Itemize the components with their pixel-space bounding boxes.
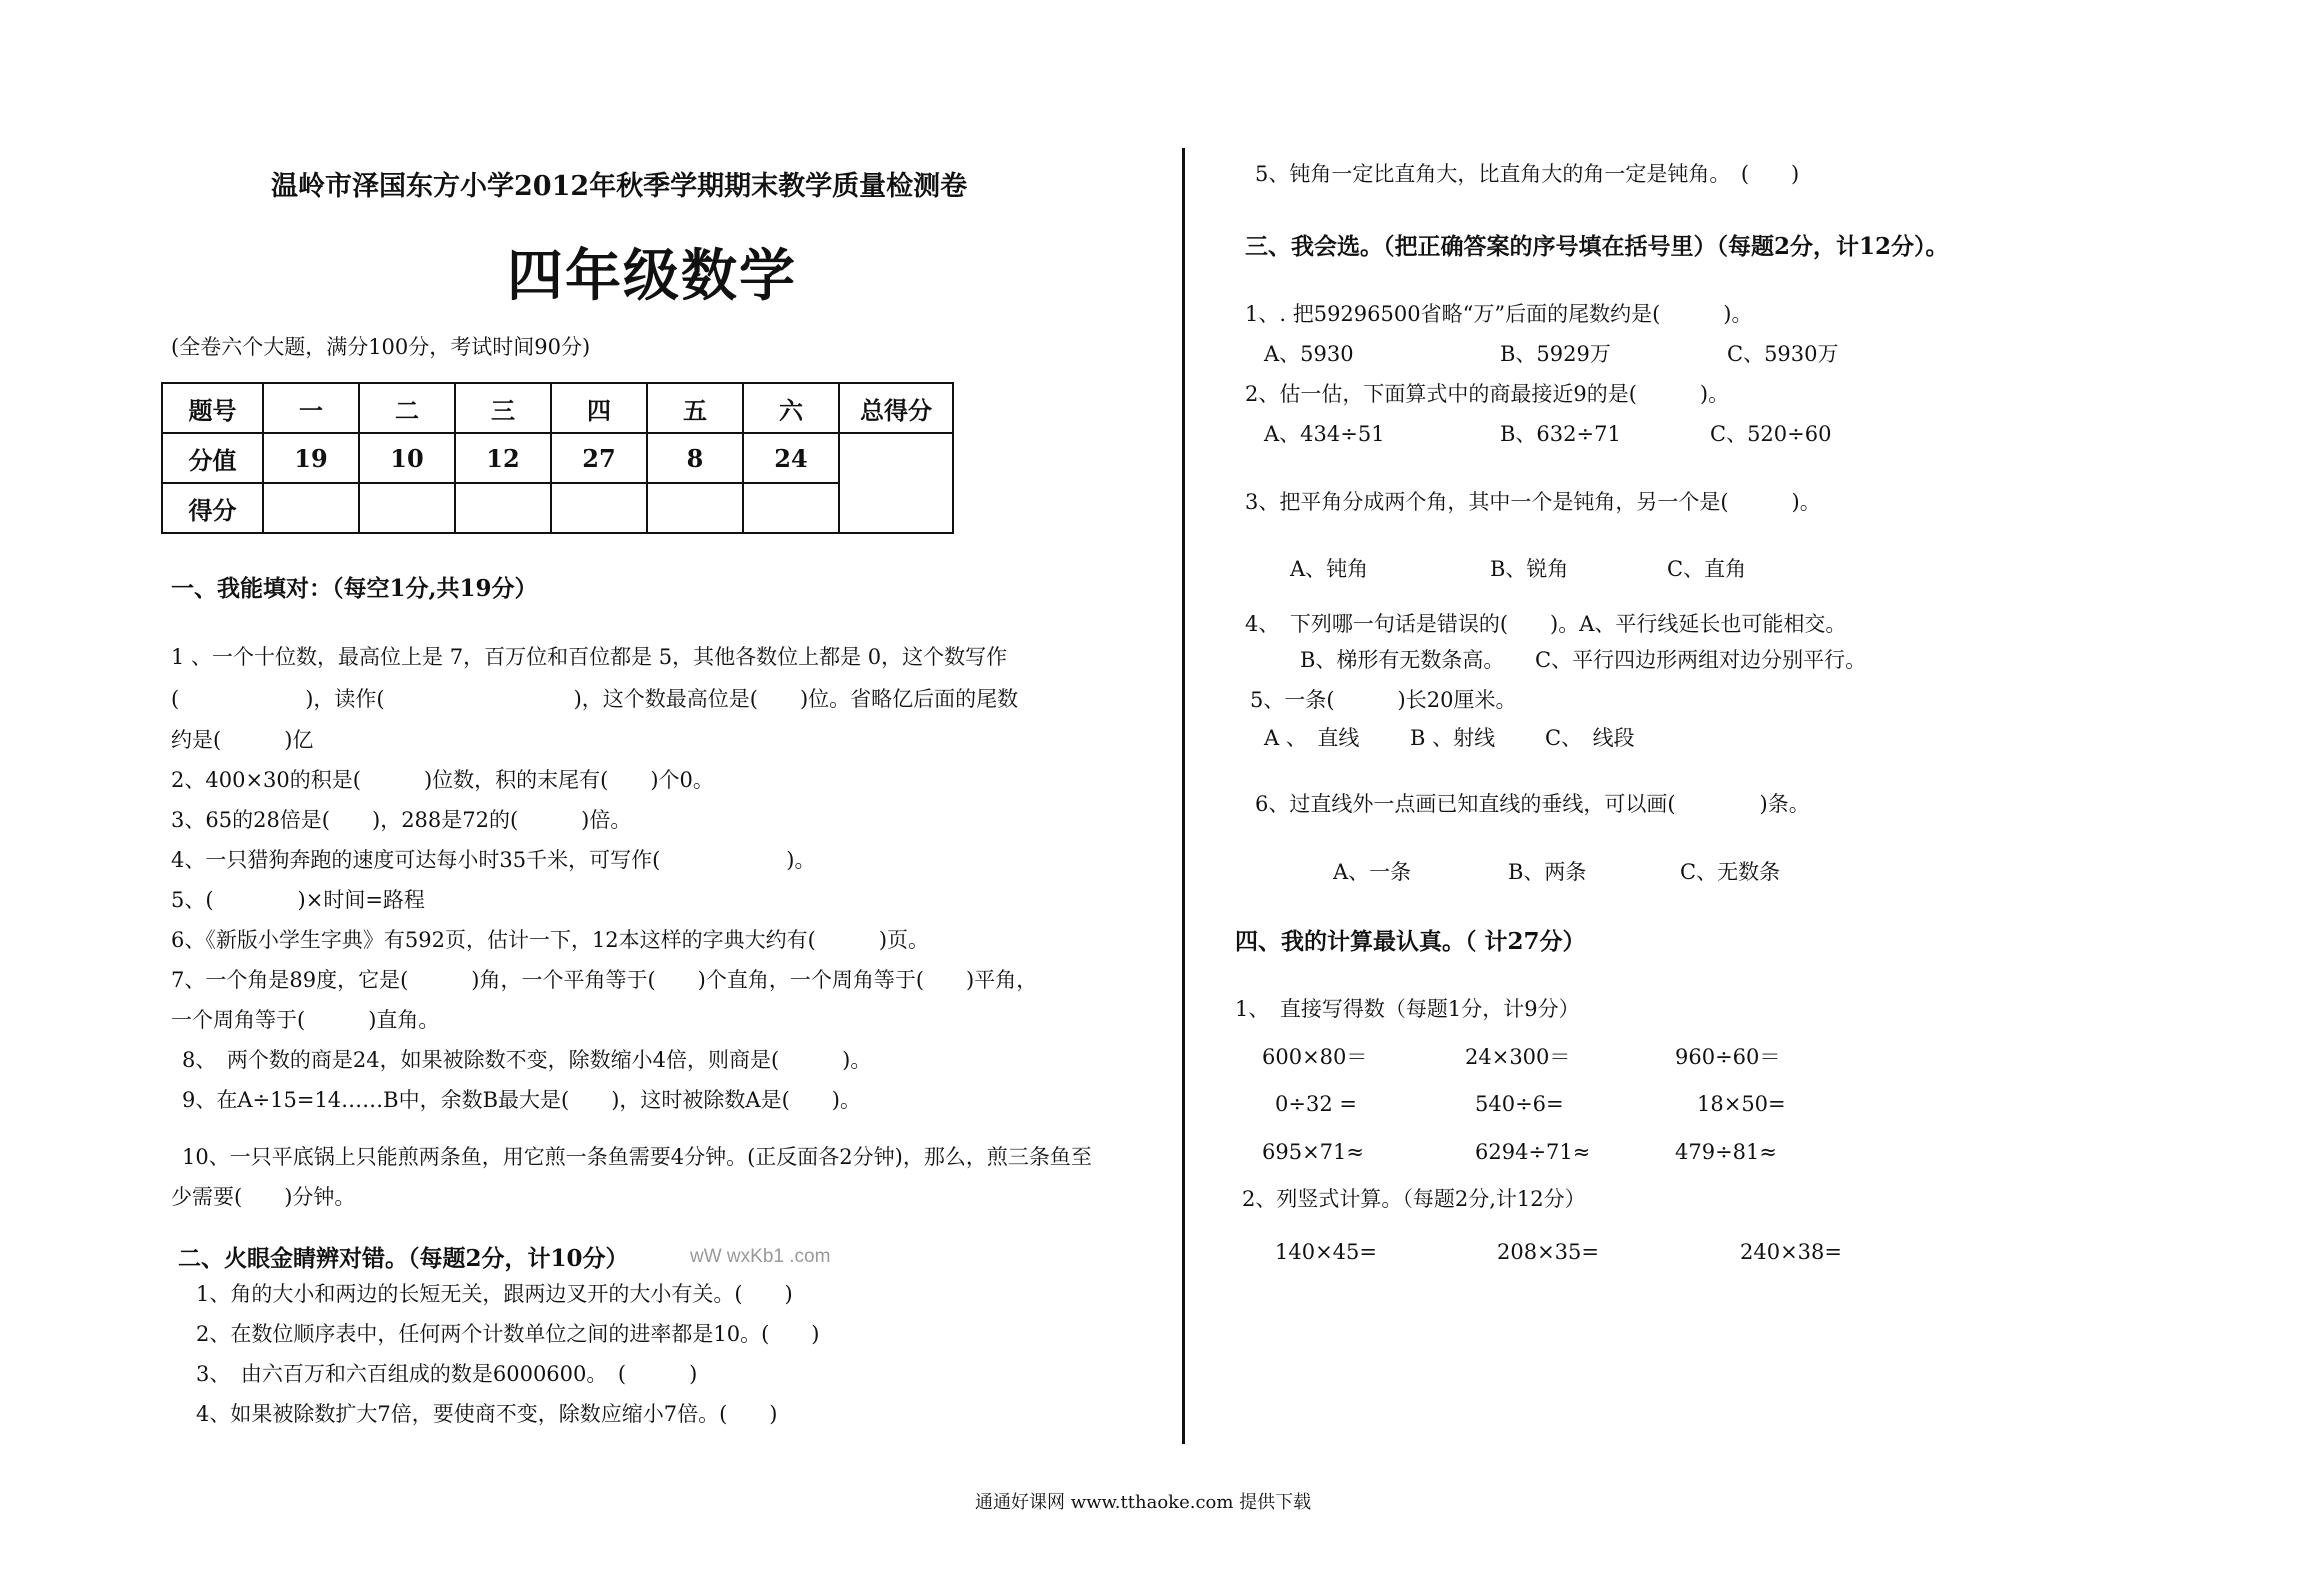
points-cell: 12 [455,433,551,483]
question-text: 5、钝角一定比直角大，比直角大的角一定是钝角。 ( ) [1255,162,1800,186]
vertical-problem: 140×45= [1275,1240,1377,1264]
question-text: 1、. 把59296500省略“万”后面的尾数约是( )。 [1245,302,1753,326]
score-cell[interactable] [263,483,359,533]
option-c: C、直角 [1667,557,1747,581]
question-text: 3、 由六百万和六百组成的数是6000600。 ( ) [196,1362,698,1386]
section-number: 一 [263,383,359,433]
question-text: 2、400×30的积是( )位数，积的末尾有( )个0。 [171,768,714,792]
question-text: 5、一条( )长20厘米。 [1250,688,1517,712]
option-a: A、434÷51 [1264,422,1385,446]
question-text: 4、如果被除数扩大7倍，要使商不变，除数应缩小7倍。( ) [196,1402,778,1426]
score-table [161,382,954,534]
option-b: B、5929万 [1500,342,1611,366]
question-text: 约是( )亿 [171,728,314,752]
question-text: 一个周角等于( )直角。 [171,1008,440,1032]
oral-problem: 695×71≈ [1262,1140,1364,1164]
page-title: 四年级数学 [507,244,797,309]
score-table-points-row [162,433,953,483]
option-c: C、520÷60 [1710,422,1832,446]
option-b: B、632÷71 [1500,422,1621,446]
section-number: 二 [359,383,455,433]
option-c: C、无数条 [1680,860,1781,884]
section2-title: 二、火眼金睛辨对错。（每题2分，计10分） [178,1245,629,1272]
question-text: 3、65的28倍是( )，288是72的( )倍。 [171,808,632,832]
row-label-question: 题号 [162,383,263,433]
question-text: 6、过直线外一点画已知直线的垂线，可以画( )条。 [1255,792,1810,816]
oral-problem: 960÷60＝ [1675,1045,1781,1069]
option-b: B、两条 [1508,860,1587,884]
score-cell[interactable] [455,483,551,533]
points-cell: 24 [743,433,839,483]
score-table-header-row [162,383,953,433]
question-text: 3、把平角分成两个角，其中一个是钝角，另一个是( )。 [1245,490,1821,514]
question-text: ( )，读作( )，这个数最高位是( )位。省略亿后面的尾数 [171,687,1019,711]
question-text: 1 、一个十位数，最高位上是 7，百万位和百位都是 5，其他各数位上都是 0，这个数写作 [171,645,1008,669]
score-cell[interactable] [359,483,455,533]
option-b: B 、射线 [1410,726,1496,750]
points-cell: 8 [647,433,743,483]
section4-title: 四、我的计算最认真。（ 计27分） [1235,928,1586,955]
total-score-cell[interactable] [839,433,953,533]
section-number: 三 [455,383,551,433]
option-c: C、平行四边形两组对边分别平行。 [1535,648,1867,672]
option-c: C、5930万 [1727,342,1839,366]
question-text: 少需要( )分钟。 [171,1185,356,1209]
exam-info: (全卷六个大题，满分100分，考试时间90分) [171,335,591,359]
oral-problem: 24×300＝ [1465,1045,1571,1069]
vertical-problem: 240×38= [1740,1240,1842,1264]
option-a: A、一条 [1333,860,1412,884]
points-cell: 27 [551,433,647,483]
oral-problem: 0÷32 = [1275,1092,1357,1116]
section3-title: 三、我会选。（把正确答案的序号填在括号里）（每题2分，计12分）。 [1245,233,1949,260]
question-text: 6、《新版小学生字典》有592页，估计一下，12本这样的字典大约有( )页。 [171,928,930,952]
option-a: A、5930 [1264,342,1354,366]
question-text: 2、估一估，下面算式中的商最接近9的是( )。 [1245,382,1730,406]
oral-problem: 600×80＝ [1262,1045,1368,1069]
option-c: C、 线段 [1545,726,1635,750]
score-cell[interactable] [743,483,839,533]
section-number: 四 [551,383,647,433]
option-b: B、锐角 [1490,557,1569,581]
oral-problem: 6294÷71≈ [1475,1140,1591,1164]
part1-title: 1、 直接写得数（每题1分，计9分） [1235,997,1580,1021]
question-text: 4、 下列哪一句话是错误的( )。A、平行线延长也可能相交。 [1245,612,1847,636]
total-label: 总得分 [839,383,953,433]
footer-text: 通通好课网 www.tthaoke.com 提供下载 [975,1492,1312,1513]
question-text: 7、一个角是89度，它是( )角，一个平角等于( )个直角，一个周角等于( )平角， [171,968,1038,992]
points-cell: 19 [263,433,359,483]
points-cell: 10 [359,433,455,483]
row-label-score: 得分 [162,483,263,533]
score-cell[interactable] [647,483,743,533]
watermark: wW wxKb1 .com [690,1246,831,1267]
column-divider [1182,148,1185,1444]
question-text: 10、一只平底锅上只能煎两条鱼，用它煎一条鱼需要4分钟。(正反面各2分钟)，那么，煎三条鱼至 [182,1145,1092,1169]
oral-problem: 479÷81≈ [1675,1140,1777,1164]
part2-title: 2、列竖式计算。（每题2分,计12分） [1242,1187,1586,1211]
section-number: 六 [743,383,839,433]
row-label-points: 分值 [162,433,263,483]
option-a: A、钝角 [1290,557,1369,581]
section-number: 五 [647,383,743,433]
question-text: 8、 两个数的商是24，如果被除数不变，除数缩小4倍，则商是( )。 [182,1048,872,1072]
section1-title: 一、我能填对：（每空1分,共19分） [171,575,538,602]
question-text: 9、在A÷15=14……B中，余数B最大是( )，这时被除数A是( )。 [182,1088,861,1112]
score-cell[interactable] [551,483,647,533]
oral-problem: 540÷6= [1475,1092,1564,1116]
school-title: 温岭市泽国东方小学2012年秋季学期期末教学质量检测卷 [271,171,968,202]
option-a: A 、 直线 [1264,726,1360,750]
question-text: 1、角的大小和两边的长短无关，跟两边叉开的大小有关。( ) [196,1282,793,1306]
question-text: 4、一只猎狗奔跑的速度可达每小时35千米，可写作( )。 [171,848,816,872]
score-table-score-row [162,483,953,533]
question-text: 2、在数位顺序表中，任何两个计数单位之间的进率都是10。( ) [196,1322,820,1346]
option-b: B、梯形有无数条高。 [1300,648,1505,672]
oral-problem: 18×50= [1697,1092,1786,1116]
vertical-problem: 208×35= [1497,1240,1599,1264]
question-text: 5、( )×时间=路程 [171,888,425,912]
